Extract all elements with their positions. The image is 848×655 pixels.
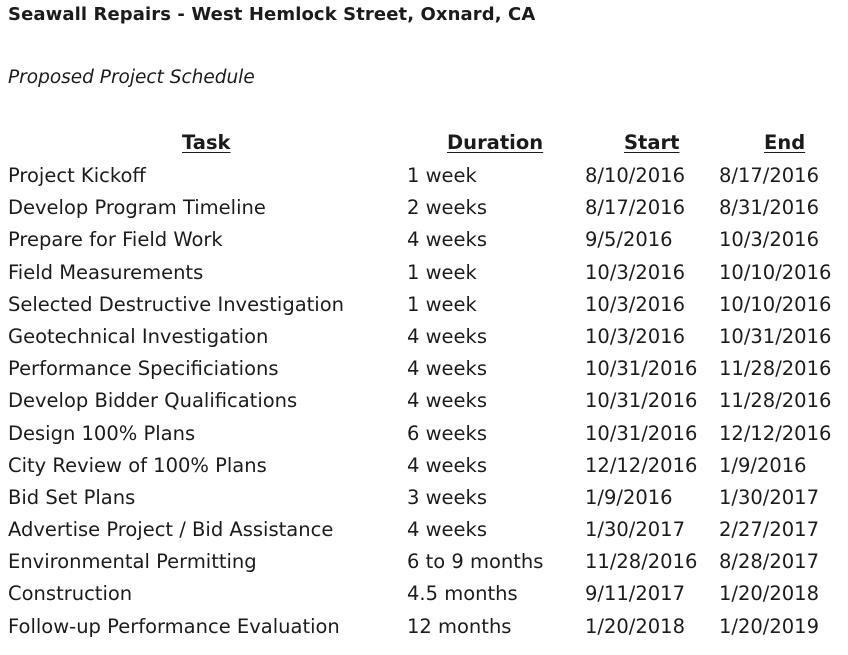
end-cell: 11/28/2016 xyxy=(719,357,832,381)
end-cell: 1/20/2018 xyxy=(719,582,819,606)
start-cell: 10/31/2016 xyxy=(585,389,698,413)
start-cell: 10/31/2016 xyxy=(585,421,698,445)
start-cell: 10/31/2016 xyxy=(585,357,698,381)
table-row xyxy=(0,418,848,450)
duration-cell: 2 weeks xyxy=(407,196,487,220)
start-cell: 10/3/2016 xyxy=(585,324,685,348)
end-cell: 2/27/2017 xyxy=(719,518,819,542)
table-row xyxy=(0,578,848,610)
task-cell: Prepare for Field Work xyxy=(8,228,223,252)
start-cell: 8/17/2016 xyxy=(585,196,685,220)
table-row xyxy=(0,160,848,192)
start-cell: 10/3/2016 xyxy=(585,292,685,316)
task-cell: Design 100% Plans xyxy=(8,421,196,445)
start-cell: 12/12/2016 xyxy=(585,453,698,477)
start-cell: 9/11/2017 xyxy=(585,582,685,606)
end-cell: 1/20/2019 xyxy=(719,614,819,638)
document-title: Seawall Repairs - West Hemlock Street, Oxnard, CA xyxy=(8,4,536,25)
table-row xyxy=(0,546,848,578)
table-row xyxy=(0,482,848,514)
duration-cell: 1 week xyxy=(407,292,477,316)
end-cell: 10/10/2016 xyxy=(719,260,832,284)
task-cell: Bid Set Plans xyxy=(8,485,136,509)
column-header-start: Start xyxy=(624,131,680,154)
duration-cell: 4 weeks xyxy=(407,518,487,542)
end-cell: 8/17/2016 xyxy=(719,164,819,187)
table-row xyxy=(0,257,848,289)
task-cell: Advertise Project / Bid Assistance xyxy=(8,518,334,542)
duration-cell: 1 week xyxy=(407,260,477,284)
task-cell: Project Kickoff xyxy=(8,164,146,187)
start-cell: 8/10/2016 xyxy=(585,164,685,187)
duration-cell: 4 weeks xyxy=(407,453,487,477)
task-cell: Construction xyxy=(8,582,133,606)
duration-cell: 4 weeks xyxy=(407,324,487,348)
table-row xyxy=(0,611,848,643)
end-cell: 8/28/2017 xyxy=(719,550,819,574)
task-cell: Follow-up Performance Evaluation xyxy=(8,614,340,638)
duration-cell: 6 to 9 months xyxy=(407,550,544,574)
end-cell: 10/31/2016 xyxy=(719,324,832,348)
table-row xyxy=(0,385,848,417)
task-cell: Field Measurements xyxy=(8,260,204,284)
table-row xyxy=(0,321,848,353)
column-header-task: Task xyxy=(182,131,231,154)
duration-cell: 4 weeks xyxy=(407,389,487,413)
duration-cell: 3 weeks xyxy=(407,485,487,509)
end-cell: 10/10/2016 xyxy=(719,292,832,316)
start-cell: 10/3/2016 xyxy=(585,260,685,284)
task-cell: Environmental Permitting xyxy=(8,550,257,574)
table-row xyxy=(0,450,848,482)
duration-cell: 4.5 months xyxy=(407,582,518,606)
task-cell: Develop Program Timeline xyxy=(8,196,266,220)
duration-cell: 6 weeks xyxy=(407,421,487,445)
start-cell: 9/5/2016 xyxy=(585,228,673,252)
table-row xyxy=(0,514,848,546)
table-row xyxy=(0,192,848,224)
column-header-end: End xyxy=(764,131,806,154)
task-cell: City Review of 100% Plans xyxy=(8,453,267,477)
task-cell: Performance Specificiations xyxy=(8,357,279,381)
task-cell: Geotechnical Investigation xyxy=(8,324,269,348)
start-cell: 1/20/2018 xyxy=(585,614,685,638)
duration-cell: 1 week xyxy=(407,164,477,187)
start-cell: 11/28/2016 xyxy=(585,550,698,574)
document-subtitle: Proposed Project Schedule xyxy=(8,67,255,88)
end-cell: 1/30/2017 xyxy=(719,485,819,509)
end-cell: 11/28/2016 xyxy=(719,389,832,413)
table-row xyxy=(0,353,848,385)
column-header-duration: Duration xyxy=(447,131,544,154)
start-cell: 1/9/2016 xyxy=(585,485,673,509)
task-cell: Develop Bidder Qualifications xyxy=(8,389,298,413)
duration-cell: 12 months xyxy=(407,614,512,638)
task-cell: Selected Destructive Investigation xyxy=(8,292,344,316)
table-row xyxy=(0,289,848,321)
end-cell: 12/12/2016 xyxy=(719,421,832,445)
duration-cell: 4 weeks xyxy=(407,357,487,381)
end-cell: 8/31/2016 xyxy=(719,196,819,220)
end-cell: 10/3/2016 xyxy=(719,228,819,252)
duration-cell: 4 weeks xyxy=(407,228,487,252)
table-row xyxy=(0,224,848,256)
start-cell: 1/30/2017 xyxy=(585,518,685,542)
end-cell: 1/9/2016 xyxy=(719,453,807,477)
schedule-table xyxy=(0,160,848,643)
